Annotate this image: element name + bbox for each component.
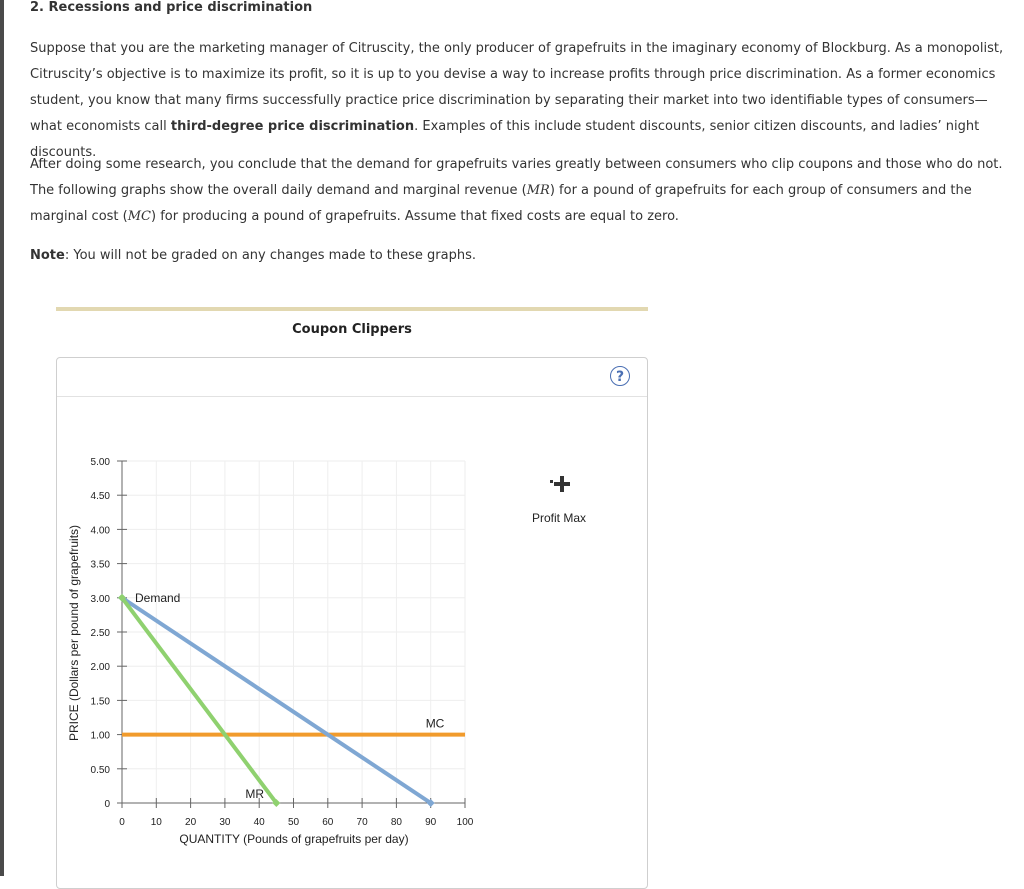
- note-text: : You will not be graded on any changes made to these graphs.: [64, 248, 476, 263]
- y-tick-label: 3.50: [90, 559, 110, 571]
- demand-label: Demand: [135, 590, 181, 605]
- x-tick-label: 90: [425, 817, 437, 828]
- x-tick-label: 10: [150, 817, 162, 828]
- y-axis-label: PRICE (Dollars per pound of grapefruits): [67, 524, 81, 742]
- note-label: Note: [30, 248, 65, 263]
- y-tick-label: 3.00: [90, 593, 110, 605]
- labels: [135, 591, 445, 801]
- y-tick-label: 1.00: [90, 730, 110, 742]
- x-tick-label: 0: [119, 817, 125, 828]
- mc-label: MC: [425, 716, 445, 731]
- x-tick-label: 100: [456, 817, 474, 828]
- help-button[interactable]: ?: [610, 366, 630, 386]
- research-text-3: ) for producing a pound of grapefruits. Assume that fixed costs are equal to zero.: [151, 209, 679, 224]
- x-tick-label: 80: [390, 817, 402, 828]
- x-tick-label: 20: [185, 817, 197, 828]
- intro-text-1: Suppose that you are the marketing manager of Citruscity, the only producer of grapefruits in the imaginary economy of Blockburg. As a monopolist, Citruscity’s objective is to maximize its profit, so it is up to you devise a way to increase profits through price discrimination. As a former economics student, you know that many firms successfully practice price discrimination by separating their market into two identifiable types of consumers—what economists call: [30, 41, 1004, 134]
- y-tick-label: 0: [104, 799, 110, 810]
- intro-bold-term: third-degree price discrimination: [170, 119, 415, 134]
- y-tick-label: 0.50: [90, 764, 110, 776]
- research-text-2: ) for a pound of grapefruits for each group of consumers and the marginal cost (: [30, 183, 972, 224]
- x-tick-label: 60: [322, 817, 334, 828]
- x-tick-label: 40: [253, 817, 265, 828]
- y-tick-label: 1.50: [90, 696, 110, 708]
- mr-symbol: MR: [526, 183, 550, 198]
- y-tick-label: 4.50: [90, 491, 110, 503]
- question-heading: 2. Recessions and price discrimination: [30, 0, 313, 15]
- profit-max-tool-icon[interactable]: [550, 476, 570, 492]
- chart-title: Coupon Clippers: [292, 322, 412, 337]
- y-tick-label: 2.50: [90, 628, 110, 639]
- mr-label: MR: [245, 787, 265, 801]
- mc-symbol: MC: [127, 209, 152, 224]
- x-tick-label: 70: [356, 817, 368, 828]
- x-axis-label: QUANTITY (Pounds of grapefruits per day): [179, 832, 409, 846]
- research-text-1: After doing some research, you conclude that the demand for grapefruits varies greatly between consumers who clip coupons and those who do not. The following graphs show the overall daily demand and marginal revenue (: [30, 157, 1003, 198]
- x-tick-label: 50: [287, 817, 300, 828]
- profit-max-label[interactable]: Profit Max: [532, 511, 587, 525]
- y-tick-label: 2.00: [90, 662, 110, 674]
- y-tick-label: 4.00: [90, 525, 110, 537]
- intro-text-2: . Examples of this include student discounts, senior citizen discounts, and ladies’ night discounts.: [30, 119, 980, 160]
- x-tick-label: 30: [219, 817, 231, 828]
- y-tick-label: 5.00: [90, 457, 110, 468]
- axes: [91, 457, 474, 828]
